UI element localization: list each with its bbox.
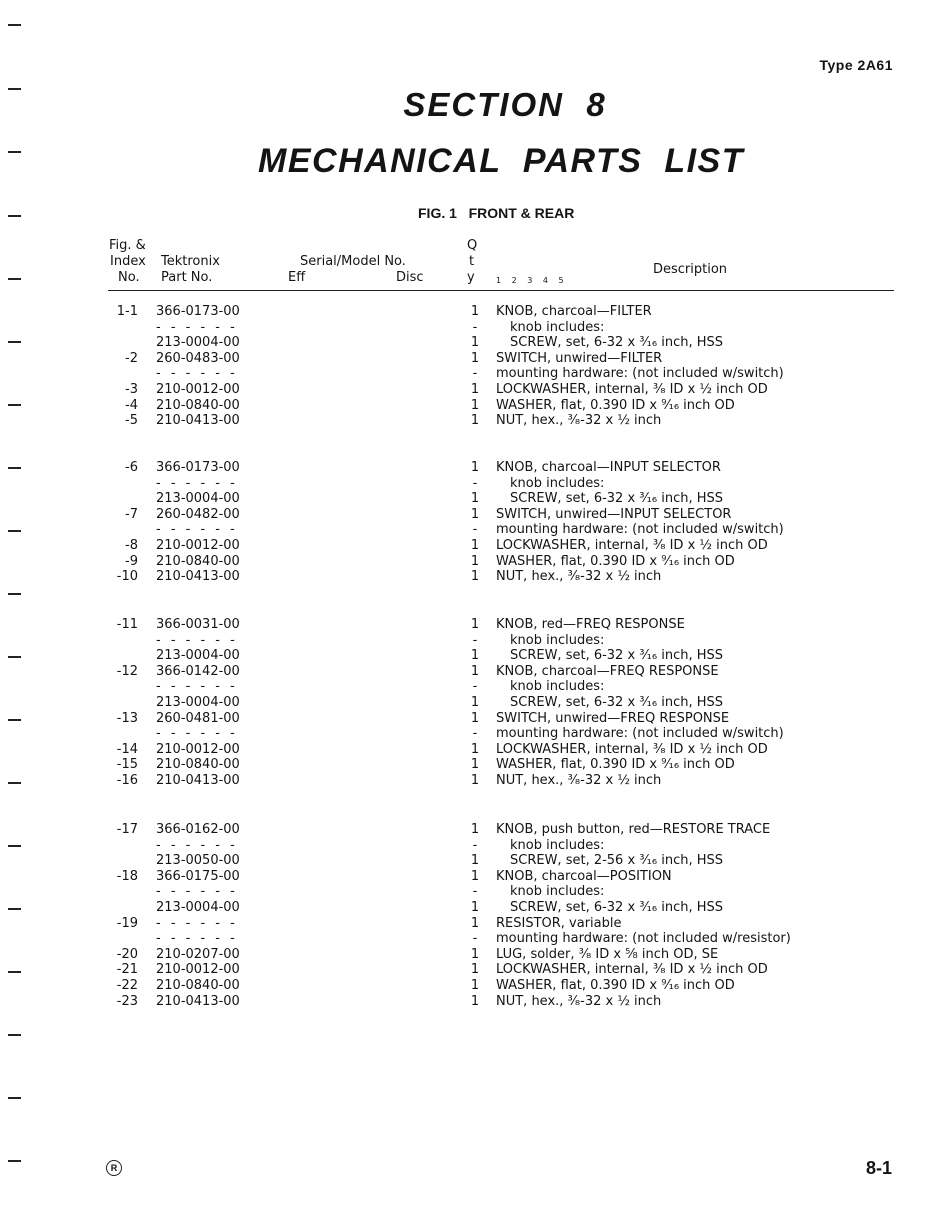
row-index: -17 [116,822,138,837]
row-part-number: 210-0413-00 [156,569,240,585]
row-description: NUT, hex., ³⁄₈-32 x ½ inch [496,773,662,788]
row-description: NUT, hex., ³⁄₈-32 x ½ inch [496,993,662,1009]
margin-tick [8,1160,21,1162]
row-quantity: 1 [470,382,480,397]
row-quantity: - [472,884,478,900]
row-quantity: 1 [470,648,480,664]
row-index: -14 [116,741,138,757]
row-quantity: 1 [470,350,480,366]
header-no: No. [118,270,140,285]
row-part-number: - - - - - - [156,522,238,538]
row-index: -22 [116,978,138,993]
row-description: SCREW, set, 6-32 x ³⁄₁₆ inch, HSS [510,900,724,915]
row-quantity: 1 [470,460,480,475]
header-serial-model: Serial/Model No. [300,254,406,269]
row-quantity: - [472,837,478,853]
row-quantity: 1 [470,569,480,585]
row-part-number: 210-0012-00 [156,741,240,757]
row-description: LOCKWASHER, internal, ³⁄₈ ID x ½ inch OD [496,382,768,397]
row-quantity: 1 [470,413,480,429]
row-part-number: 366-0173-00 [156,460,240,475]
table-row [0,838,950,854]
row-index: -8 [125,538,138,553]
table-row [0,679,950,695]
row-description: LUG, solder, ³⁄₈ ID x ⅝ inch OD, SE [496,946,719,962]
header-eff: Eff [288,270,306,285]
row-quantity: 1 [470,993,480,1009]
row-description: KNOB, push button, red—RESTORE TRACE [496,822,771,837]
table-row [0,947,950,963]
row-description: knob includes: [510,319,605,335]
table-row [0,413,950,429]
margin-tick [8,278,21,280]
row-description: SCREW, set, 6-32 x ³⁄₁₆ inch, HSS [510,491,724,507]
row-description: KNOB, charcoal—FREQ RESPONSE [496,663,719,679]
row-part-number: 213-0004-00 [156,900,240,915]
header-qty-t: t [469,254,475,269]
header-index: Index [110,254,146,269]
table-row [0,617,950,633]
table-row [0,711,950,727]
row-description: NUT, hex., ³⁄₈-32 x ½ inch [496,569,662,585]
row-index: -19 [116,915,138,931]
row-part-number: 210-0413-00 [156,413,240,429]
table-row [0,664,950,680]
header-qty-y: y [467,270,475,285]
row-quantity: 1 [470,538,480,553]
row-quantity: 1 [470,663,480,679]
row-part-number: 366-0173-00 [156,304,240,319]
row-description: SWITCH, unwired—INPUT SELECTOR [496,506,732,522]
table-row [0,773,950,789]
header-disc: Disc [396,270,424,285]
margin-tick [8,593,21,595]
row-description: SCREW, set, 6-32 x ³⁄₁₆ inch, HSS [510,648,724,664]
row-quantity: - [472,475,478,491]
row-description: mounting hardware: (not included w/switch) [496,726,784,742]
row-quantity: 1 [470,978,480,993]
row-quantity: - [472,319,478,335]
table-row [0,884,950,900]
row-index: -21 [116,962,138,978]
row-quantity: 1 [470,773,480,788]
row-part-number: 213-0050-00 [156,853,240,869]
table-row [0,978,950,994]
row-part-number: - - - - - - [156,679,238,695]
row-description: knob includes: [510,632,605,648]
table-row [0,648,950,664]
table-row [0,554,950,570]
header-rule [108,290,894,291]
row-part-number: 210-0840-00 [156,553,240,569]
margin-tick [8,215,21,217]
table-row [0,994,950,1010]
row-quantity: - [472,679,478,695]
row-index: -5 [125,413,138,429]
row-quantity: 1 [470,491,480,507]
row-description: LOCKWASHER, internal, ³⁄₈ ID x ½ inch OD [496,741,768,757]
row-quantity: - [472,366,478,382]
row-index: -2 [125,350,138,366]
row-quantity: 1 [470,853,480,869]
row-quantity: 1 [470,710,480,726]
row-quantity: 1 [470,946,480,962]
row-part-number: - - - - - - [156,726,238,742]
table-row [0,916,950,932]
table-row [0,398,950,414]
row-quantity: 1 [470,695,480,710]
header-fig: Fig. & [109,238,146,253]
row-description: LOCKWASHER, internal, ³⁄₈ ID x ½ inch OD [496,538,768,553]
row-part-number: - - - - - - [156,915,238,931]
row-index: -10 [116,569,138,585]
row-index: -15 [116,757,138,773]
registered-mark-icon: R [106,1160,122,1176]
row-quantity: 1 [470,335,480,351]
row-quantity: 1 [470,822,480,837]
row-description: SCREW, set, 2-56 x ³⁄₁₆ inch, HSS [510,853,724,869]
page-number: 8-1 [865,1158,892,1178]
table-row [0,853,950,869]
row-part-number: 366-0162-00 [156,822,240,837]
row-part-number: 210-0840-00 [156,757,240,773]
table-row [0,962,950,978]
table-row [0,633,950,649]
row-description: WASHER, flat, 0.390 ID x ⁹⁄₁₆ inch OD [496,553,735,569]
row-part-number: 366-0142-00 [156,663,240,679]
row-quantity: 1 [470,915,480,931]
row-part-number: 366-0031-00 [156,617,240,632]
row-description: SCREW, set, 6-32 x ³⁄₁₆ inch, HSS [510,695,724,710]
row-description: knob includes: [510,884,605,900]
row-description: KNOB, red—FREQ RESPONSE [496,617,685,632]
row-part-number: 213-0004-00 [156,491,240,507]
row-description: knob includes: [510,679,605,695]
row-description: mounting hardware: (not included w/switch) [496,522,784,538]
row-index: -18 [116,868,138,884]
row-part-number: 210-0207-00 [156,946,240,962]
header-part-no: Part No. [161,270,213,285]
table-row [0,335,950,351]
margin-tick [8,24,21,26]
table-row [0,695,950,711]
table-row [0,726,950,742]
row-quantity: 1 [470,757,480,773]
table-row [0,460,950,476]
figure-title: FIG. 1 FRONT & REAR [418,205,575,221]
table-row [0,822,950,838]
row-quantity: - [472,726,478,742]
row-part-number: 260-0483-00 [156,350,240,366]
row-quantity: - [472,632,478,648]
row-description: RESISTOR, variable [496,915,622,931]
table-row [0,757,950,773]
row-description: WASHER, flat, 0.390 ID x ⁹⁄₁₆ inch OD [496,978,735,993]
table-row [0,304,950,320]
section-title: SECTION 8 [403,86,607,123]
row-description: KNOB, charcoal—FILTER [496,304,652,319]
row-index: -9 [125,553,138,569]
header-qty-q: Q [467,238,478,253]
table-row [0,931,950,947]
row-part-number: - - - - - - [156,632,238,648]
row-quantity: 1 [470,506,480,522]
row-description: LOCKWASHER, internal, ³⁄₈ ID x ½ inch OD [496,962,768,978]
row-index: -11 [116,617,138,632]
row-index: -12 [116,663,138,679]
row-description: mounting hardware: (not included w/resistor) [496,931,791,947]
row-quantity: 1 [470,962,480,978]
row-description: knob includes: [510,837,605,853]
row-part-number: 260-0482-00 [156,506,240,522]
row-quantity: 1 [470,617,480,632]
row-description: KNOB, charcoal—INPUT SELECTOR [496,460,721,475]
row-quantity: 1 [470,304,480,319]
row-part-number: 213-0004-00 [156,335,240,351]
row-quantity: 1 [470,553,480,569]
row-description: SWITCH, unwired—FILTER [496,350,663,366]
row-part-number: 210-0840-00 [156,397,240,413]
margin-tick [8,1097,21,1099]
row-part-number: - - - - - - [156,884,238,900]
row-part-number: 213-0004-00 [156,648,240,664]
table-row [0,366,950,382]
row-part-number: - - - - - - [156,475,238,491]
row-quantity: 1 [470,900,480,915]
row-description: WASHER, flat, 0.390 ID x ⁹⁄₁₆ inch OD [496,757,735,773]
row-part-number: 210-0413-00 [156,773,240,788]
row-quantity: 1 [470,868,480,884]
row-part-number: 210-0840-00 [156,978,240,993]
header-description: Description [653,262,728,277]
table-row [0,351,950,367]
row-index: -4 [125,397,138,413]
table-row [0,382,950,398]
table-row [0,569,950,585]
row-part-number: 210-0012-00 [156,962,240,978]
table-row [0,476,950,492]
row-quantity: 1 [470,741,480,757]
row-index: -13 [116,710,138,726]
row-part-number: 260-0481-00 [156,710,240,726]
header-tektronix: Tektronix [161,254,220,269]
instrument-type-label: Type 2A61 [819,57,893,73]
table-row [0,742,950,758]
row-description: SCREW, set, 6-32 x ³⁄₁₆ inch, HSS [510,335,724,351]
row-index: -23 [116,993,138,1009]
row-part-number: - - - - - - [156,319,238,335]
table-row [0,522,950,538]
row-index: 1-1 [116,304,138,319]
row-part-number: 210-0012-00 [156,538,240,553]
table-row [0,507,950,523]
row-index: -7 [125,506,138,522]
table-row [0,869,950,885]
row-description: KNOB, charcoal—POSITION [496,868,672,884]
row-description: WASHER, flat, 0.390 ID x ⁹⁄₁₆ inch OD [496,397,735,413]
row-part-number: 366-0175-00 [156,868,240,884]
margin-tick [8,1034,21,1036]
row-description: NUT, hex., ³⁄₈-32 x ½ inch [496,413,662,429]
header-indent-levels: 1 2 3 4 5 [496,276,568,285]
row-index: -3 [125,382,138,397]
row-quantity: - [472,931,478,947]
row-description: knob includes: [510,475,605,491]
row-part-number: - - - - - - [156,366,238,382]
row-part-number: - - - - - - [156,931,238,947]
table-row [0,900,950,916]
row-description: SWITCH, unwired—FREQ RESPONSE [496,710,730,726]
row-part-number: - - - - - - [156,837,238,853]
table-row [0,491,950,507]
row-description: mounting hardware: (not included w/switch) [496,366,784,382]
row-index: -6 [125,460,138,475]
row-part-number: 210-0012-00 [156,382,240,397]
row-part-number: 210-0413-00 [156,993,240,1009]
row-quantity: - [472,522,478,538]
parts-list-title: MECHANICAL PARTS LIST [258,142,744,180]
row-index: -20 [116,946,138,962]
table-row [0,320,950,336]
row-quantity: 1 [470,397,480,413]
row-part-number: 213-0004-00 [156,695,240,710]
row-index: -16 [116,773,138,788]
table-row [0,538,950,554]
